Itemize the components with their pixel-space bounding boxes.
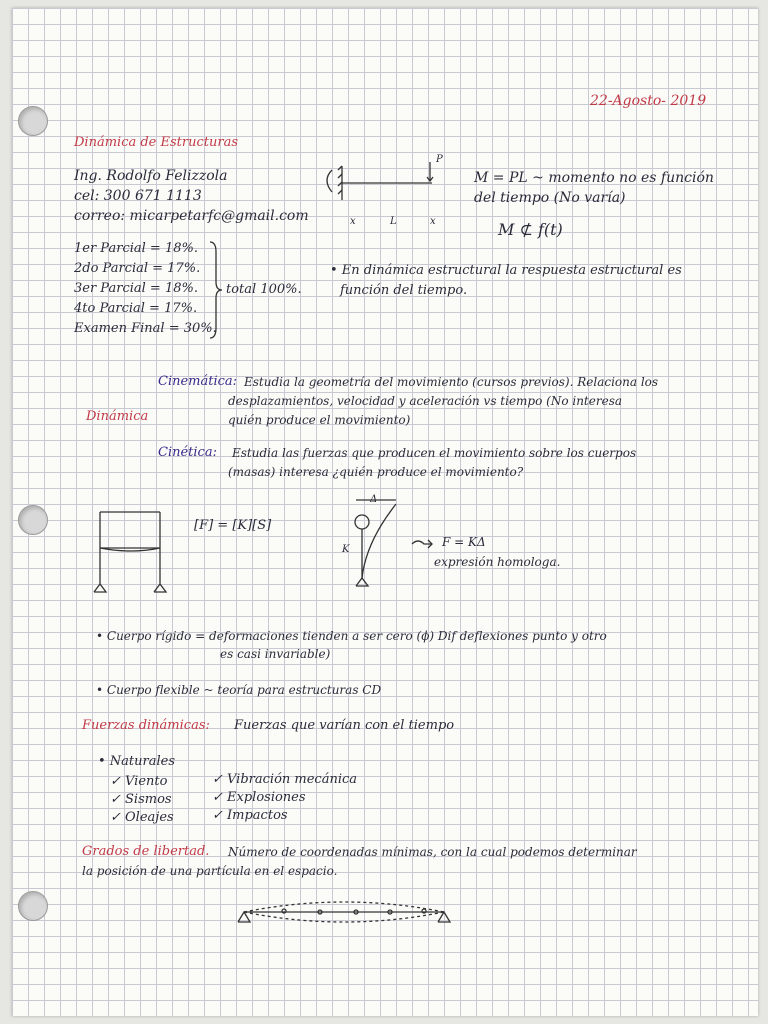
- date: 22-Agosto- 2019: [590, 93, 707, 109]
- matrix-equation: [F] = [K][S]: [194, 518, 272, 533]
- grade-item: 4to Parcial = 17%.: [74, 301, 198, 316]
- grade-item: 3er Parcial = 18%.: [74, 281, 198, 296]
- k-label: K: [342, 544, 350, 555]
- beam-x-right: x: [430, 216, 436, 227]
- notebook-page: [12, 8, 758, 1016]
- grades-total: total 100%.: [226, 282, 302, 297]
- grades-brace: [208, 240, 224, 340]
- dof-line: Número de coordenadas mínimas, con la cual podemos determinar: [228, 845, 637, 859]
- binder-hole: [18, 106, 48, 136]
- binder-hole: [18, 505, 48, 535]
- natural-item: ✓ Vibración mecánica: [212, 772, 358, 787]
- moment-note-line: M = PL ~ momento no es función: [474, 170, 714, 186]
- natural-item: ✓ Oleajes: [110, 810, 174, 825]
- vibrating-beam-sketch: [234, 892, 474, 932]
- rigid-body-line: es casi invariable): [220, 647, 331, 661]
- natural-heading: • Naturales: [98, 754, 176, 769]
- grade-item: 2do Parcial = 17%.: [74, 261, 201, 276]
- cinetica-term: Cinética:: [158, 445, 217, 460]
- natural-item: ✓ Sismos: [110, 792, 172, 807]
- grade-item: Examen Final = 30%.: [74, 321, 217, 336]
- dynamic-note-line: • En dinámica estructural la respuesta estructural es: [330, 263, 682, 278]
- moment-note-line: del tiempo (No varía): [474, 190, 626, 206]
- binder-hole: [18, 891, 48, 921]
- rigid-body-line: • Cuerpo rígido = deformaciones tienden a ser cero (ϕ) Dif deflexiones punto y otro: [96, 629, 607, 643]
- frame-sketch: [92, 508, 182, 598]
- instructor-email: correo: micarpetarfc@gmail.com: [74, 208, 309, 224]
- beam-l-label: L: [390, 216, 397, 227]
- dynamic-forces-term: Fuerzas dinámicas:: [82, 718, 210, 733]
- grade-item: 1er Parcial = 18%.: [74, 241, 198, 256]
- flexible-body: • Cuerpo flexible ~ teoría para estructuras CD: [96, 683, 382, 697]
- cinematica-line: Estudia la geometría del movimiento (cursos previos). Relaciona los: [244, 375, 659, 389]
- dinamica-label: Dinámica: [86, 409, 149, 424]
- spring-caption: expresión homologa.: [434, 555, 561, 569]
- cinetica-line: Estudia las fuerzas que producen el movimiento sobre los cuerpos: [232, 446, 637, 460]
- beam-x-left: x: [350, 216, 356, 227]
- delta-label: Δ: [370, 494, 378, 505]
- cinematica-line: quién produce el movimiento): [228, 413, 411, 427]
- load-p-label: P: [436, 154, 443, 165]
- dynamic-forces-definition: Fuerzas que varían con el tiempo: [234, 718, 455, 733]
- moment-note-formula: M ⊄ f(t): [498, 220, 563, 239]
- cinetica-line: (masas) interesa ¿quién produce el movimiento?: [228, 465, 524, 479]
- natural-item: ✓ Viento: [110, 774, 168, 789]
- instructor-cel: cel: 300 671 1113: [74, 188, 202, 204]
- cinematica-term: Cinemática:: [158, 374, 238, 389]
- dof-term: Grados de libertad.: [82, 844, 210, 859]
- natural-item: ✓ Explosiones: [212, 790, 306, 805]
- natural-item: ✓ Impactos: [212, 808, 288, 823]
- course-title: Dinámica de Estructuras: [74, 135, 238, 150]
- instructor-name: Ing. Rodolfo Felizzola: [74, 168, 228, 184]
- arrow-icon: [410, 536, 436, 550]
- spring-formula: F = KΔ: [442, 535, 486, 549]
- cinematica-line: desplazamientos, velocidad y aceleración vs tiempo (No interesa: [228, 394, 623, 408]
- dynamic-note-line: función del tiempo.: [340, 283, 468, 298]
- dof-line: la posición de una partícula en el espacio.: [82, 864, 338, 878]
